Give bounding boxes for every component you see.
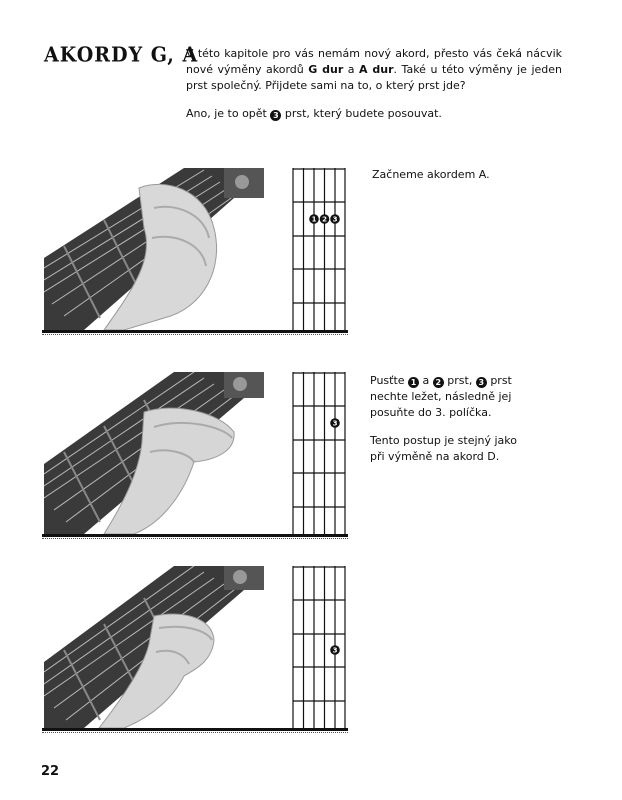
hand-photo-a-chord [44, 168, 264, 330]
intro-text [186, 46, 562, 134]
divider-line-2 [42, 534, 348, 537]
svg-text:2: 2 [322, 215, 327, 224]
intro-text-a: V této kapitole pro vás nemám nový akord, přesto vás čeká nácvik nové výměny akordů [186, 47, 562, 76]
svg-text:3: 3 [332, 215, 338, 224]
finger-dots [309, 214, 340, 224]
hand-photo-transition [44, 372, 264, 534]
caption-2-text-c: prst, [443, 374, 476, 387]
finger-dots [330, 645, 340, 655]
finger-dots [330, 418, 340, 428]
intro-paragraph-1 [186, 46, 562, 94]
chord-a-dur: A dur [359, 63, 394, 76]
hand-photo-g-chord [44, 566, 264, 728]
chord-diagram-g [292, 566, 346, 732]
chapter-title: AKORDY G, A [44, 43, 199, 67]
svg-text:1: 1 [311, 215, 317, 224]
caption-step-2-para-1 [370, 373, 550, 421]
caption-2-text-d: prst nechte ležet, následně jej posuňte do 3. políčka. [370, 374, 512, 419]
caption-2-text-b: a [419, 374, 433, 387]
divider-line-3 [42, 728, 348, 731]
svg-text:3: 3 [332, 419, 338, 428]
intro-text-e: . Také u této výměny je jeden prst společný. Přijdete sami na to, o který prst jde? [186, 63, 562, 92]
svg-text:3: 3 [332, 646, 338, 655]
caption-2-text-a: Pusťte [370, 374, 409, 387]
caption-step-1 [372, 167, 552, 195]
caption-step-2 [370, 373, 550, 477]
finger-3-icon: 3 [270, 110, 281, 121]
chord-g-dur: G dur [308, 63, 344, 76]
page-number: 22 [41, 764, 60, 779]
intro-text-c: a [343, 63, 360, 76]
finger-3-icon: 3 [476, 377, 487, 388]
chord-diagram-transition [292, 372, 346, 538]
divider-line-1 [42, 330, 348, 333]
finger-1-icon: 1 [408, 377, 419, 388]
chord-diagram-a [292, 168, 346, 334]
intro-text-p2b: prst, který budete posouvat. [281, 107, 442, 120]
caption-step-2-para-2: Tento postup je stejný jako při výměně na akord D. [370, 434, 518, 463]
caption-step-1-text: Začneme akordem A. [372, 168, 490, 181]
finger-2-icon: 2 [433, 377, 444, 388]
intro-text-p2a: Ano, je to opět [186, 107, 271, 120]
intro-paragraph-2 [186, 106, 562, 122]
